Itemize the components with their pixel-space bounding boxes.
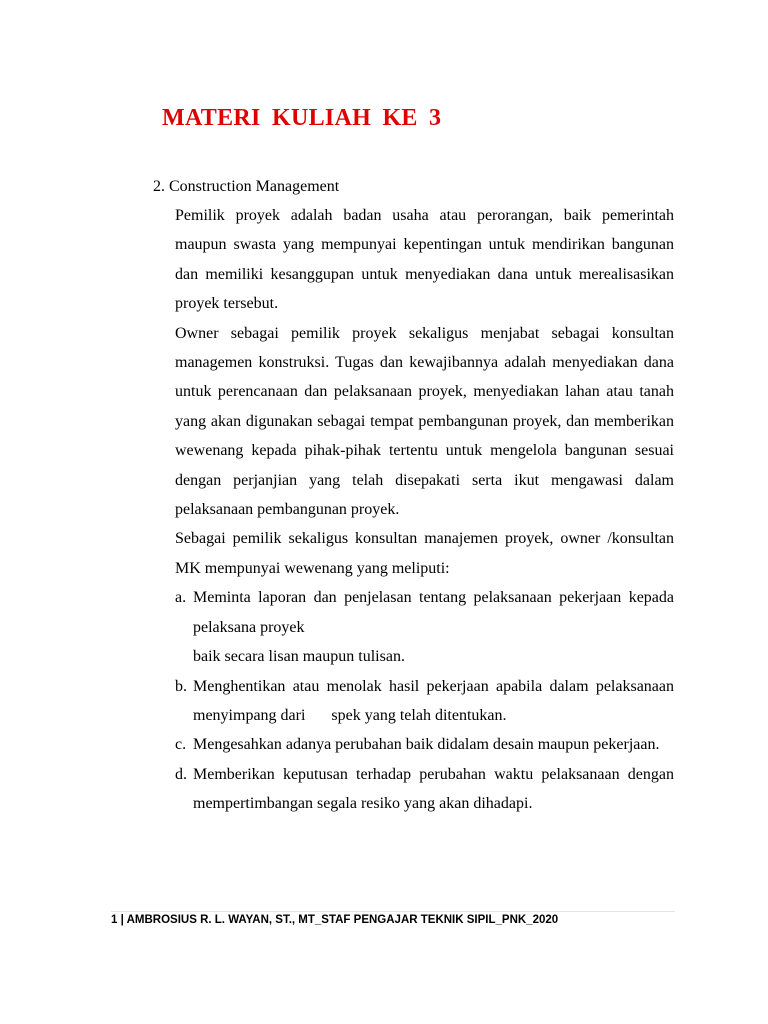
list-item-text-continued: spek yang telah ditentukan. xyxy=(331,706,507,724)
footer-divider xyxy=(111,911,675,912)
list-item xyxy=(175,730,674,759)
list-item xyxy=(175,583,674,671)
footer-separator: | xyxy=(120,914,124,926)
authority-list xyxy=(175,583,674,818)
page-footer xyxy=(111,914,558,926)
list-marker: c. xyxy=(175,736,187,754)
section-heading: 2. Construction Management xyxy=(153,178,340,195)
list-item-text: Mengesahkan adanya perubahan baik didalam desain maupun pekerjaan. xyxy=(193,736,660,754)
list-marker: a. xyxy=(175,589,187,607)
section-body xyxy=(175,201,674,819)
footer-text: AMBROSIUS R. L. WAYAN, ST., MT_STAF PENGAJAR TEKNIK SIPIL_PNK_2020 xyxy=(126,914,559,926)
list-item-text: Meminta laporan dan penjelasan tentang pelaksanaan pekerjaan kepada pelaksana proyek xyxy=(193,589,674,636)
list-marker: d. xyxy=(175,765,187,783)
list-item-text: Memberikan keputusan terhadap perubahan waktu pelaksanaan dengan mempertimbangan segala resiko yang akan dihadapi. xyxy=(193,765,674,813)
list-item-text: Menghentikan atau menolak hasil pekerjaan apabila dalam pelaksanaan menyimpang dari xyxy=(193,677,674,724)
list-item xyxy=(175,760,674,819)
list-marker: b. xyxy=(175,677,187,695)
list-item xyxy=(175,672,674,731)
paragraph-owner-duties: Owner sebagai pemilik proyek sekaligus menjabat sebagai konsultan managemen konstruksi. Tugas dan kewajibannya adalah menyediakan dana untuk perencanaan dan pelaksanaan proyek, menyediakan lahan atau tanah yang akan digunakan sebagai tempat pembangunan proyek, dan memberikan wewenang kepada pihak-pihak tertentu untuk mengelola bangunan sesuai dengan perjanjian yang telah disepakati serta ikut mengawasi dalam pelaksanaan pembangunan proyek. xyxy=(175,324,674,519)
list-item-continuation: baik secara lisan maupun tulisan. xyxy=(193,648,405,666)
paragraph-owner-definition: Pemilik proyek adalah badan usaha atau perorangan, baik pemerintah maupun swasta yang mempunyai kepentingan untuk mendirikan bangunan dan memiliki kesanggupan untuk menyediakan dana untuk merealisasikan proyek tersebut. xyxy=(175,207,674,313)
page-number: 1 xyxy=(111,914,118,926)
document-title: MATERI KULIAH KE 3 xyxy=(162,105,442,131)
paragraph-owner-authority-intro: Sebagai pemilik sekaligus konsultan manajemen proyek, owner /konsultan MK mempunyai wewenang yang meliputi: xyxy=(175,530,674,577)
